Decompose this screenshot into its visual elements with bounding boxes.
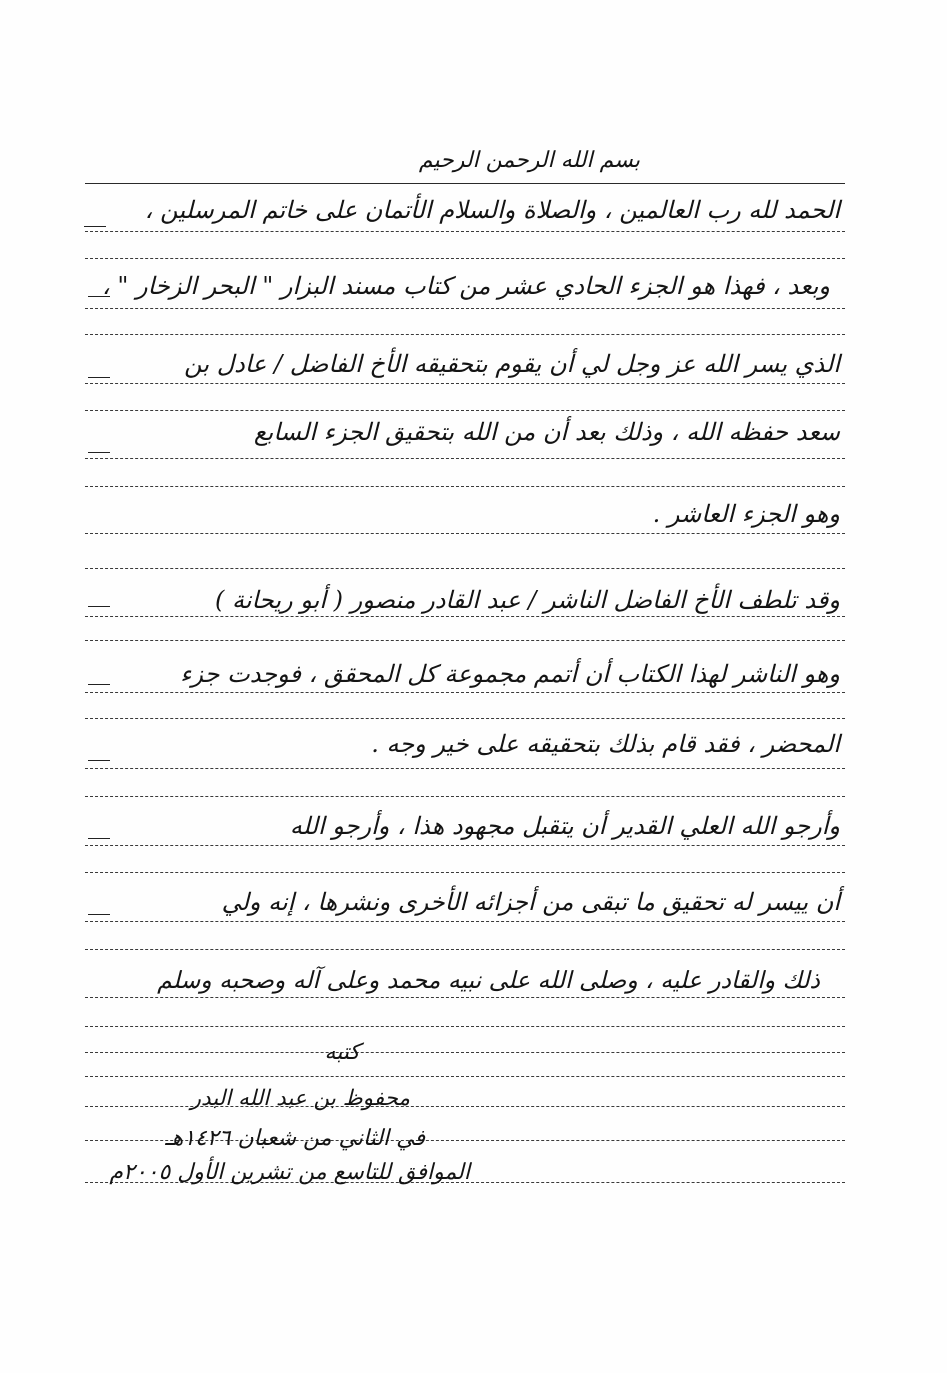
ruled-line [85, 921, 845, 922]
ruled-line [85, 383, 845, 384]
ruled-line [85, 231, 845, 232]
signature-label: كتبه [324, 1040, 360, 1065]
margin-tick [88, 377, 110, 378]
ruled-line [85, 410, 845, 411]
margin-tick [88, 684, 110, 685]
ruled-line [85, 718, 845, 719]
margin-tick [88, 838, 110, 839]
margin-tick [88, 452, 110, 453]
ruled-line [85, 533, 845, 534]
ruled-line [85, 640, 845, 641]
ruled-line [85, 568, 845, 569]
letter-line-5: وهو الجزء العاشر . [652, 500, 840, 528]
ruled-line [85, 308, 845, 309]
letter-line-7: وهو الناشر لهذا الكتاب أن أتمم مجموعة كل المحقق ، فوجدت جزء [180, 660, 840, 688]
ruled-line [85, 768, 845, 769]
letter-line-11: ذلك والقادر عليه ، وصلى الله على نبيه محمد وعلى آله وصحبه وسلم [157, 966, 820, 994]
ruled-line [85, 1052, 845, 1053]
signature-name: محفوظ بن عبد الله البدر [190, 1086, 410, 1111]
ruled-line [85, 796, 845, 797]
letter-line-9: وأرجو الله العلي القدير أن يتقبل مجهود هذا ، وأرجو الله [289, 812, 840, 840]
ruled-line [85, 1026, 845, 1027]
ruled-line [85, 486, 845, 487]
letter-line-2: وبعد ، فهذا هو الجزء الحادي عشر من كتاب مسند البزار " البحر الزخار " ، [102, 272, 830, 300]
margin-tick [84, 226, 106, 227]
letter-line-10: أن ييسر له تحقيق ما تبقى من أجزائه الأخرى ونشرها ، إنه ولي [221, 888, 840, 916]
ruled-line [85, 616, 845, 617]
letter-line-6: وقد تلطف الأخ الفاضل الناشر / عبد القادر منصور ( أبو ريحانة ) [215, 586, 840, 614]
basmala-heading: بسم الله الرحمن الرحيم [418, 148, 640, 173]
ruled-line [85, 458, 845, 459]
ruled-line [85, 949, 845, 950]
ruled-line [85, 1076, 845, 1077]
gregorian-date: الموافق للتاسع من تشرين الأول ٢٠٠٥م [109, 1160, 470, 1185]
margin-tick [88, 914, 110, 915]
margin-tick [88, 296, 110, 297]
letter-line-1: الحمد لله رب العالمين ، والصلاة والسلام الأتمان على خاتم المرسلين ، [144, 196, 840, 224]
ruled-line [85, 692, 845, 693]
ruled-line [85, 258, 845, 259]
ruled-line [85, 845, 845, 846]
hijri-date: في الثاني من شعبان ١٤٢٦هـ [165, 1126, 425, 1151]
ruled-line [85, 872, 845, 873]
letter-line-3: الذي يسر الله عز وجل لي أن يقوم بتحقيقه الأخ الفاضل / عادل بن [184, 350, 840, 378]
margin-tick [88, 760, 110, 761]
ruled-line [85, 997, 845, 998]
heading-rule [85, 183, 845, 184]
ruled-line [85, 334, 845, 335]
margin-tick [88, 606, 110, 607]
letter-line-8: المحضر ، فقد قام بذلك بتحقيقه على خير وجه . [371, 730, 840, 758]
letter-line-4: سعد حفظه الله ، وذلك بعد أن من الله بتحقيق الجزء السابع [253, 418, 840, 446]
